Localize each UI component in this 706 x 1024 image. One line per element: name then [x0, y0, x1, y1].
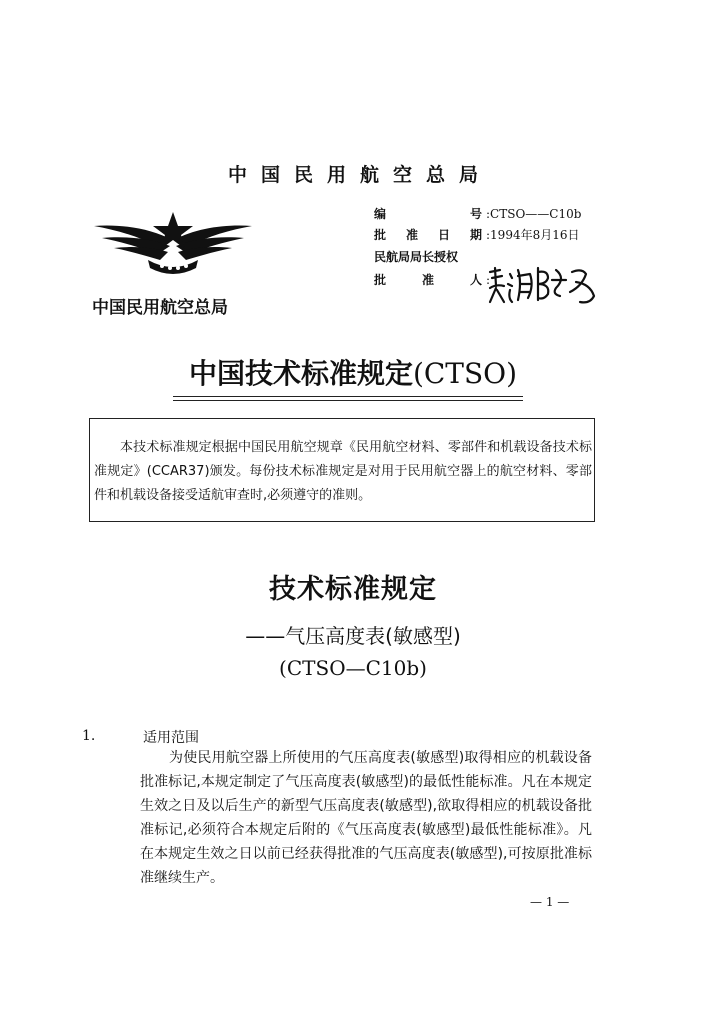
logo-caption: 中国民用航空总局 [92, 298, 228, 318]
notice-text: 本技术标准规定根据中国民用航空规章《民用航空材料、零部件和机载设备技术标准规定》(CCAR37)颁发。每份技术标准规定是对用于民用航空器上的航空材料、零部件和机载设备接受适航审查时,必须遵守的准则。 [94, 440, 592, 503]
section-subtitle: ——气压高度表(敏感型) [245, 624, 461, 648]
title-rule [173, 396, 523, 397]
meta-approver-label: 批 准 人 [374, 273, 482, 287]
meta-number-row [374, 205, 581, 222]
scope-body: 为使民用航空器上所使用的气压高度表(敏感型)取得相应的机载设备批准标记,本规定制定了气压高度表(敏感型)的最低性能标准。凡在本规定生效之日及以后生产的新型气压高度表(敏感型),欲取得相应的机载设备批准标记,必须符合本规定后附的《气压高度表(敏感型)最低性能标准》。凡在本规定生效之日以前已经获得批准的气压高度表(敏感型),可按原批准标准继续生产。 [140, 750, 592, 886]
meta-date-row [374, 226, 580, 243]
main-title-code: (CTSO) [412, 357, 518, 390]
meta-approver-row [374, 271, 490, 288]
approver-signature-icon [486, 262, 598, 308]
main-title [0, 352, 706, 392]
meta-date-value: :1994年8月16日 [486, 228, 580, 242]
meta-number-label: 编 号 [374, 207, 482, 221]
meta-date-label: 批 准 日 期 [374, 228, 482, 242]
section-code: (CTSO—C10b) [279, 656, 427, 680]
page-number: — 1 — [530, 895, 570, 909]
scope-heading: 适用范围 [143, 730, 199, 746]
agency-header: 中国民用航空总局 [227, 164, 492, 186]
meta-approver-value: : [486, 273, 491, 287]
meta-authorized: 民航局局长授权 [374, 250, 459, 264]
section-title: 技术标准规定 [269, 574, 437, 605]
title-rule-lower [173, 400, 523, 401]
scope-number: 1. [82, 728, 96, 744]
meta-number-value: :CTSO——C10b [486, 207, 582, 221]
caac-emblem-icon [90, 210, 256, 280]
main-title-prefix: 中国技术标准规定 [188, 357, 413, 390]
